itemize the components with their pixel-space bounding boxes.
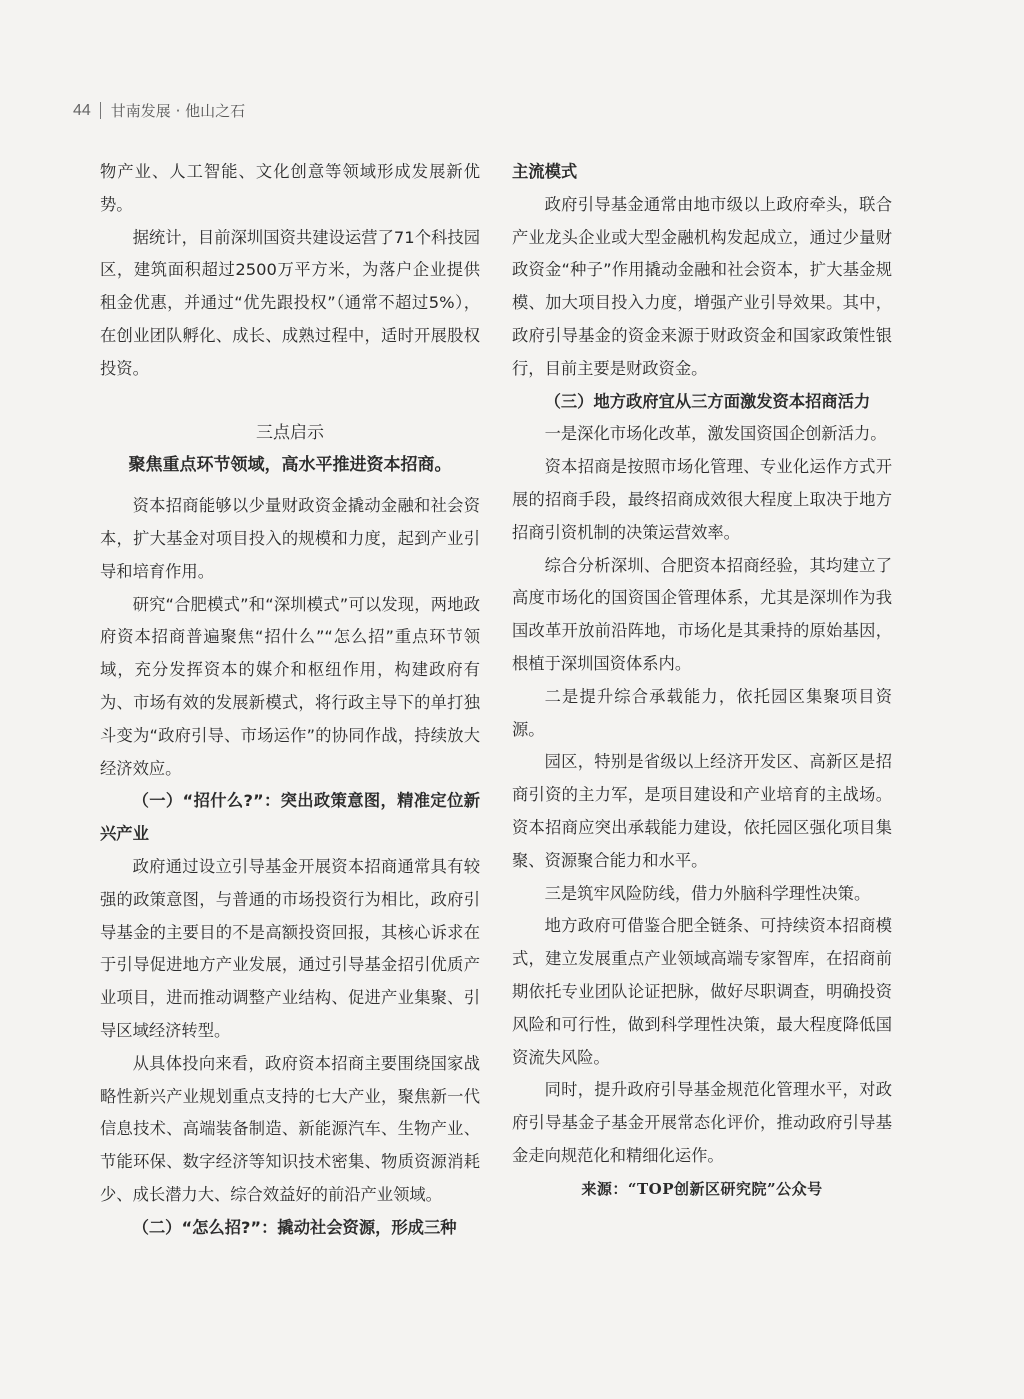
paragraph: 园区，特别是省级以上经济开发区、高新区是招商引资的主力军，是项目建设和产业培育的主战场。资本招商应突出承载能力建设，依托园区强化项目集聚、资源聚合能力和水平。 [512, 752, 892, 870]
right-column [512, 156, 892, 1206]
paragraph: 同时，提升政府引导基金规范化管理水平，对政府引导基金子基金开展常态化评价，推动政府引导基金走向规范化和精细化运作。 [512, 1080, 892, 1165]
subpoint: 三是筑牢风险防线，借力外脑科学理性决策。 [544, 883, 871, 903]
paragraph: 政府引导基金通常由地市级以上政府牵头，联合产业龙头企业或大型金融机构发起成立，通过少量财政资金“种子”作用撬动金融和社会资本，扩大基金规模、加大项目投入力度，增强产业引导效果。其中，政府引导基金的资金来源于财政资金和国家政策性银行，目前主要是财政资金。 [512, 194, 892, 378]
paragraph: 据统计，目前深圳国资共建设运营了71个科技园区，建筑面积超过2500万平方米，为落户企业提供租金优惠，并通过“优先跟投权”（通常不超过5%），在创业团队孵化、成长、成熟过程中，适时开展股权投资。 [100, 227, 480, 378]
subpoint: 一是深化市场化改革，激发国资国企创新活力。 [544, 424, 887, 444]
subheading: （三）地方政府宜从三方面激发资本招商活力 [544, 391, 871, 411]
subheading-continued: 主流模式 [512, 162, 578, 181]
paragraph: 政府通过设立引导基金开展资本招商通常具有较强的政策意图，与普通的市场投资行为相比，政府引导基金的主要目的不是高额投资回报，其核心诉求在于引导促进地方产业发展，通过引导基金招引优质产业项目，进而推动调整产业结构、促进产业集聚、引导区域经济转型。 [100, 856, 480, 1040]
paragraph: 地方政府可借鉴合肥全链条、可持续资本招商模式，建立发展重点产业领域高端专家智库，在招商前期依托专业团队论证把脉，做好尽职调查，明确投资风险和可行性，做到科学理性决策，最大程度降低国资流失风险。 [512, 916, 892, 1067]
page-number: 44 [73, 101, 91, 119]
left-column [100, 156, 480, 1245]
subheading: （二）“怎么招?”：撬动社会资源，形成三种 [132, 1217, 457, 1237]
source-note: 来源：“TOP创新区研究院”公众号 [581, 1179, 823, 1198]
paragraph: 从具体投向来看，政府资本招商主要围绕国家战略性新兴产业规划重点支持的七大产业，聚焦新一代信息技术、高端装备制造、新能源汽车、生物产业、节能环保、数字经济等知识技术密集、物质资源消耗少、成长潜力大、综合效益好的前沿产业领域。 [100, 1053, 480, 1204]
section-title: 甘南发展 · 他山之石 [110, 102, 246, 120]
paragraph: 物产业、人工智能、文化创意等领域形成发展新优势。 [100, 162, 480, 214]
section-heading: 三点启示 [256, 422, 324, 443]
subheading: （一）“招什么?”：突出政策意图，精准定位新兴产业 [100, 791, 480, 844]
paragraph: 综合分析深圳、合肥资本招商经验，其均建立了高度市场化的国资国企管理体系，尤其是深圳作为我国改革开放前沿阵地，市场化是其秉持的原始基因，根植于深圳国资体系内。 [512, 555, 892, 673]
section-subheading: 聚焦重点环节领域，高水平推进资本招商。 [128, 455, 452, 476]
subpoint: 二是提升综合承载能力，依托园区集聚项目资源。 [512, 686, 892, 739]
header-divider [100, 102, 101, 119]
paragraph: 资本招商是按照市场化管理、专业化运作方式开展的招商手段，最终招商成效很大程度上取决于地方招商引资机制的决策运营效率。 [512, 457, 892, 542]
running-header [73, 100, 245, 121]
paragraph: 研究“合肥模式”和“深圳模式”可以发现，两地政府资本招商普遍聚焦“招什么”“怎么招”重点环节领域，充分发挥资本的媒介和枢纽作用，构建政府有为、市场有效的发展新模式，将行政主导下的单打独斗变为“政府引导、市场运作”的协同作战，持续放大经济效应。 [100, 594, 480, 778]
paragraph: 资本招商能够以少量财政资金撬动金融和社会资本，扩大基金对项目投入的规模和力度，起到产业引导和培育作用。 [100, 496, 480, 581]
